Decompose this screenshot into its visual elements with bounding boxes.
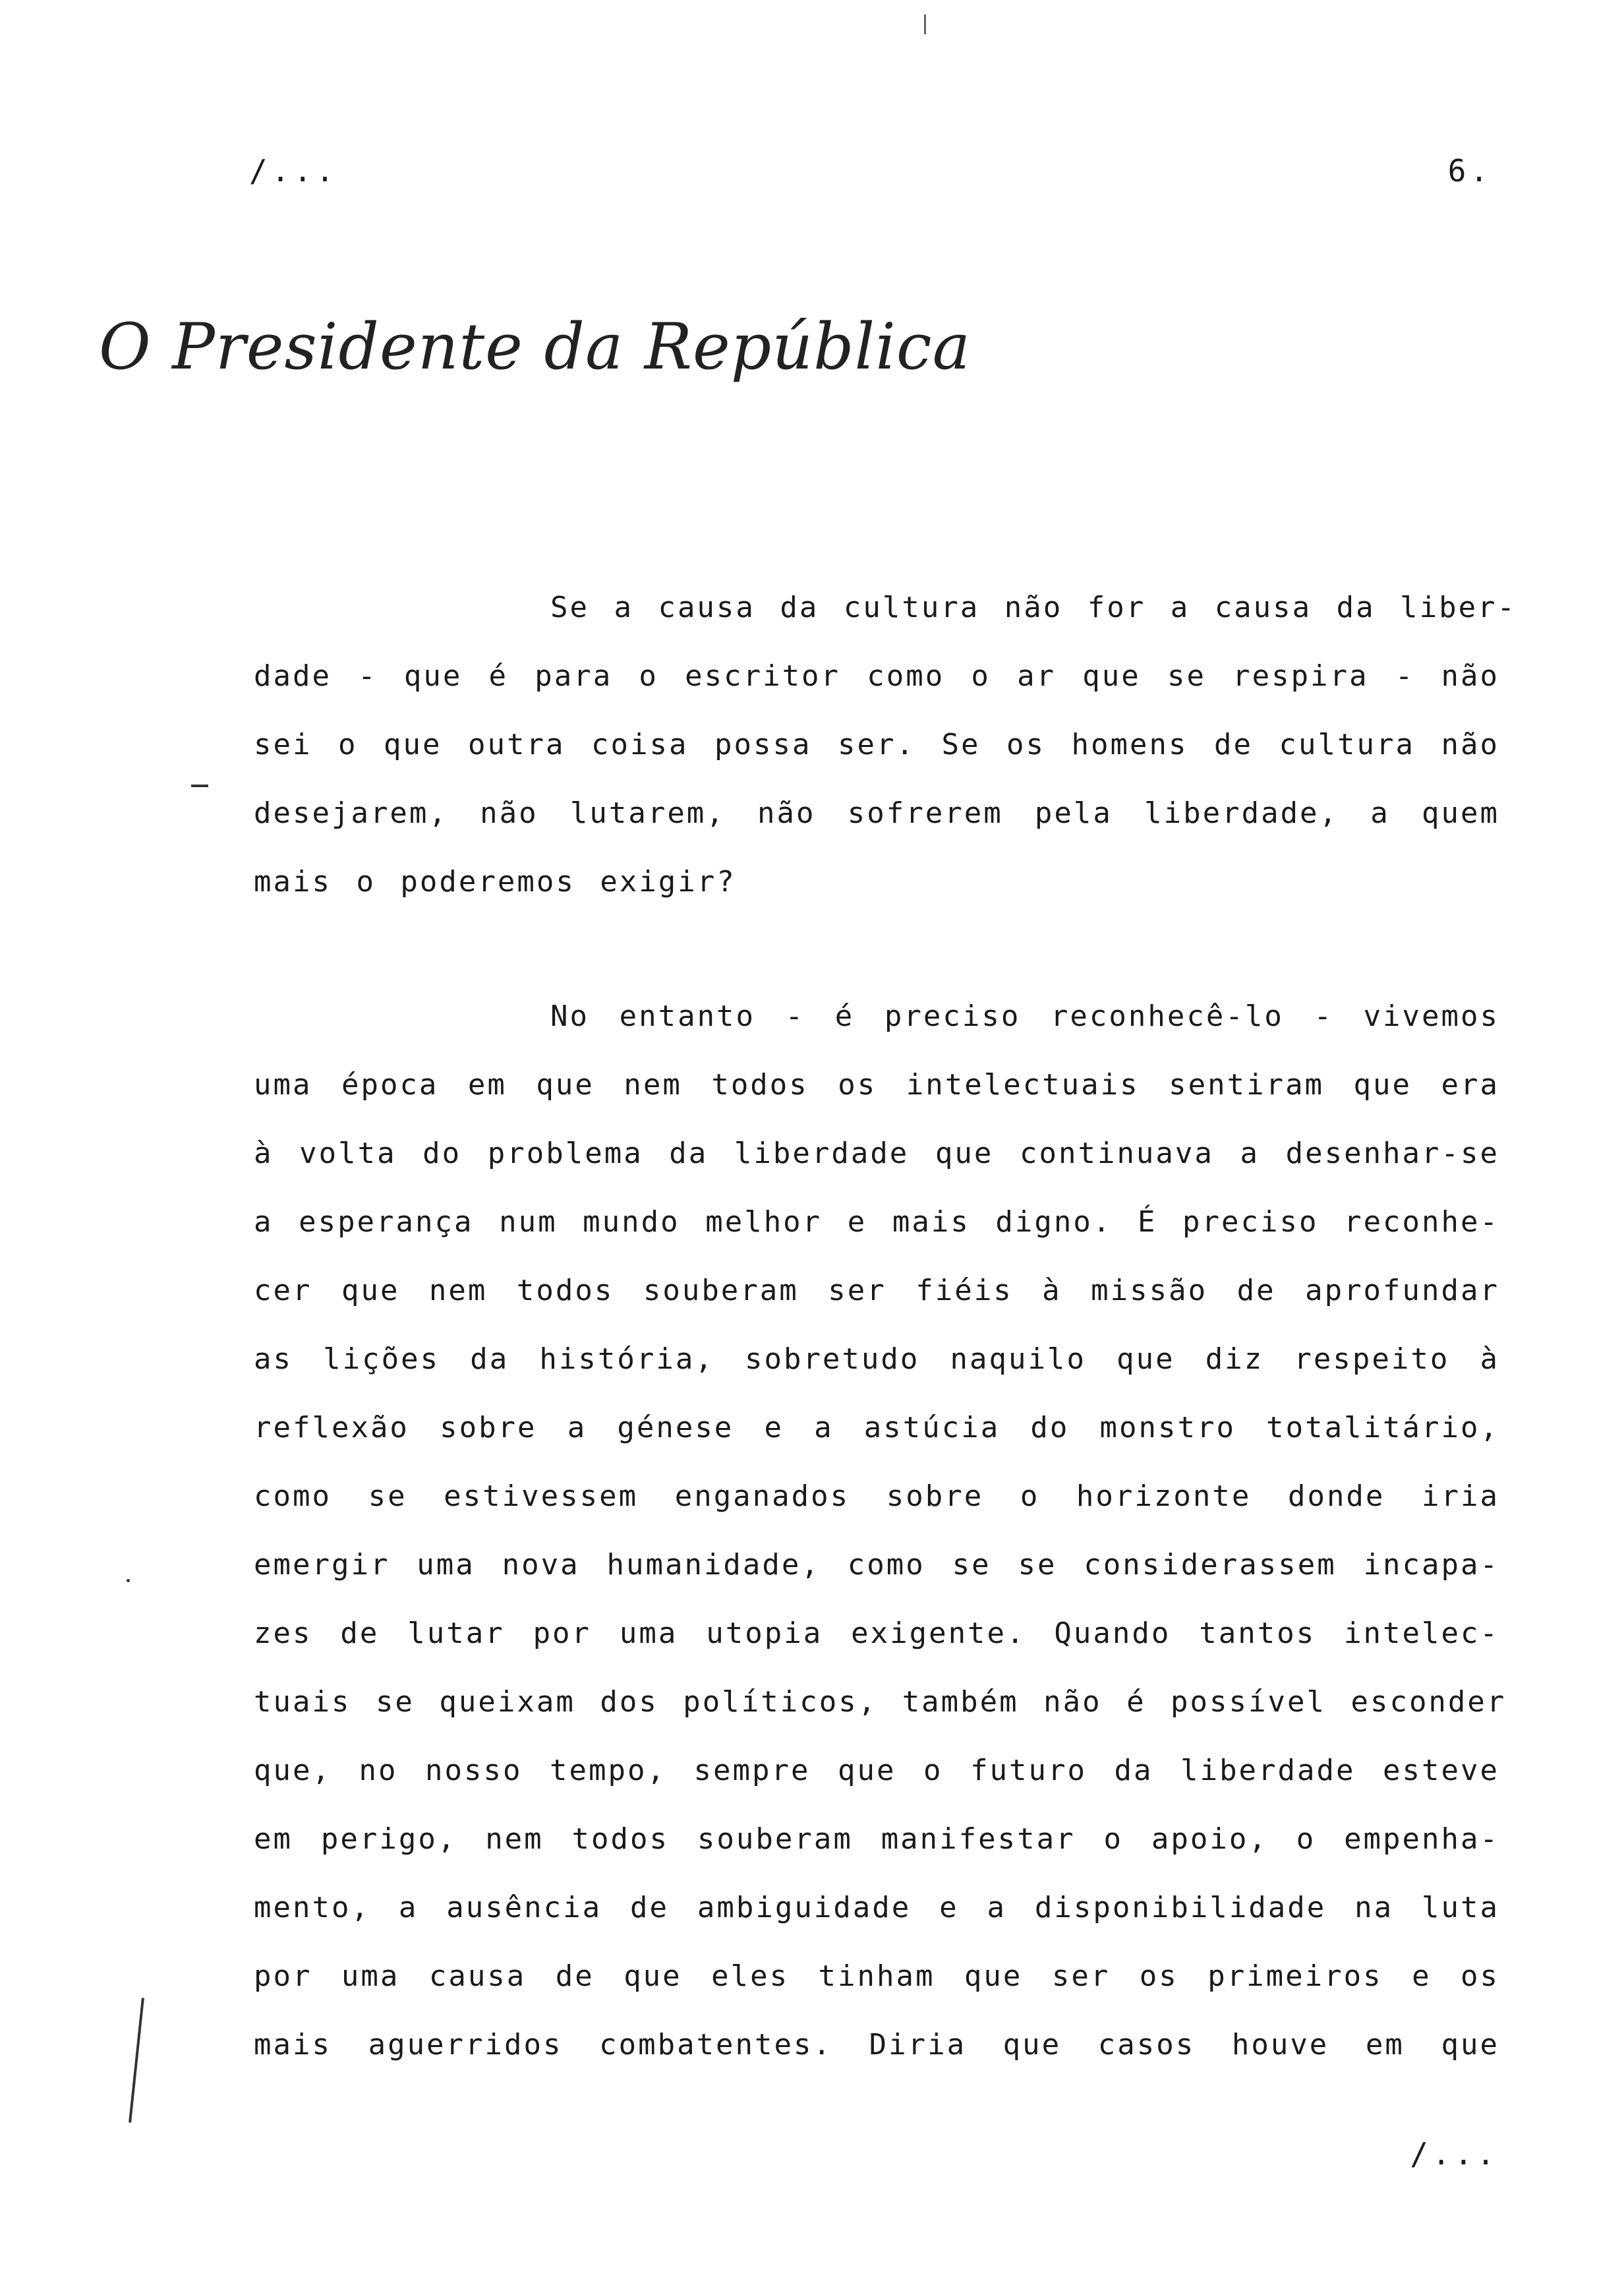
text-line: à volta do problema da liberdade que continuava a desenhar-se <box>254 1137 1499 1170</box>
text-line: uma época em que nem todos os intelectuais sentiram que era <box>254 1068 1499 1102</box>
text-line: desejarem, não lutarem, não sofrerem pela liberdade, a quem <box>254 796 1499 830</box>
text-line: mais aguerridos combatentes. Diria que casos houve em que <box>254 2028 1499 2062</box>
continuation-mark-top: /... <box>249 153 338 189</box>
text-line: em perigo, nem todos souberam manifestar o apoio, o empenha- <box>254 1822 1499 1856</box>
text-line: como se estivessem enganados sobre o horizonte donde iria <box>254 1479 1499 1513</box>
text-line: dade - que é para o escritor como o ar que se respira - não <box>254 659 1499 693</box>
text-line: por uma causa de que eles tinham que ser os primeiros e os <box>254 1959 1499 1993</box>
continuation-mark-bottom: /... <box>1410 2136 1499 2172</box>
margin-pen-stroke <box>129 1998 144 2122</box>
text-line: a esperança num mundo melhor e mais digno. É preciso reconhe- <box>254 1205 1499 1239</box>
page-number: 6. <box>1447 153 1492 189</box>
text-line: que, no nosso tempo, sempre que o futuro da liberdade esteve <box>254 1754 1499 1787</box>
text-line: cer que nem todos souberam ser fiéis à missão de aprofundar <box>254 1274 1499 1307</box>
text-line: emergir uma nova humanidade, como se se considerassem incapa- <box>254 1548 1499 1582</box>
text-line: tuais se queixam dos políticos, também não é possível esconder <box>254 1685 1507 1719</box>
text-line: sei o que outra coisa possa ser. Se os homens de cultura não <box>254 728 1499 761</box>
text-line: as lições da história, sobretudo naquilo que diz respeito à <box>254 1342 1499 1376</box>
paragraph-1 <box>254 574 1517 916</box>
margin-dash-mark <box>191 785 208 787</box>
text-line: No entanto - é preciso reconhecê-lo - vivemos <box>550 999 1499 1033</box>
margin-dot-mark <box>127 1579 130 1582</box>
text-line: mais o poderemos exigir? <box>254 865 736 899</box>
paragraph-2 <box>254 982 1507 2079</box>
text-line: Se a causa da cultura não for a causa da liber- <box>550 591 1517 624</box>
body-text <box>254 574 1517 2079</box>
text-line: mento, a ausência de ambiguidade e a disponibilidade na luta <box>254 1891 1499 1924</box>
text-line: zes de lutar por uma utopia exigente. Quando tantos intelec- <box>254 1617 1499 1650</box>
scan-mark-top <box>924 15 926 34</box>
letterhead-script-title: O Presidente da República <box>99 310 971 384</box>
text-line: reflexão sobre a génese e a astúcia do monstro totalitário, <box>254 1411 1499 1444</box>
